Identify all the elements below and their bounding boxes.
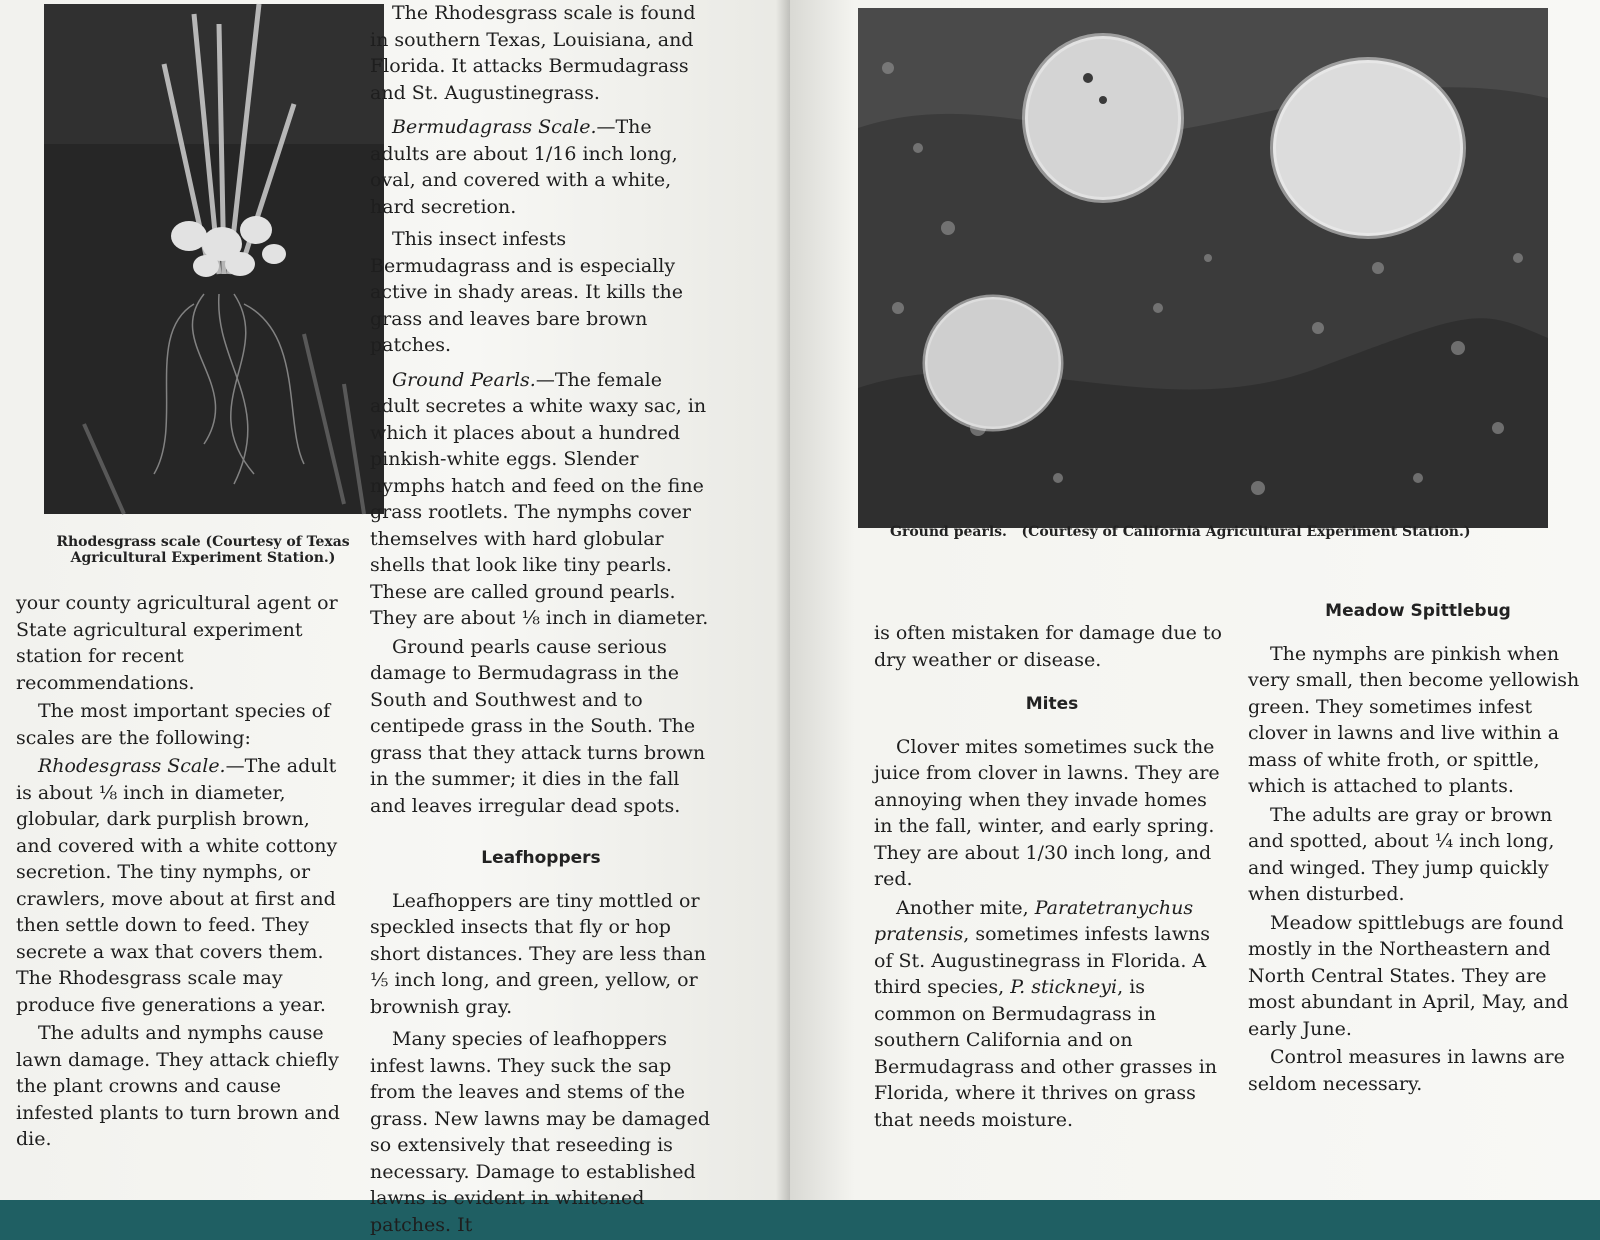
paragraph bbox=[370, 367, 712, 632]
paragraph-text: Another mite, bbox=[896, 896, 1035, 919]
paragraph: Ground pearls cause serious damage to Bermudagrass in the South and Southwest and to centipede grass in the South. The grass that they attack turns brown in the summer; it dies in the fall and leaves irregular dead spots. bbox=[370, 635, 706, 817]
paragraph: Leafhoppers are tiny mottled or speckled insects that fly or hop short distances. They are less than ⅕ inch long, and green, yellow, or brownish gray. bbox=[370, 889, 707, 1018]
paragraph: Control measures in lawns are seldom necessary. bbox=[1248, 1046, 1565, 1095]
paragraph: The Rhodesgrass scale is found in southern Texas, Louisiana, and Florida. It attacks Bermudagrass and St. Augustinegrass. bbox=[370, 2, 696, 104]
paragraph-text: —The adult is about ⅛ inch in diameter, globular, dark purplish brown, and covered with a white cottony secretion. The tiny nymphs, or crawlers, move about at first and then settle down to feed. They secrete a wax that covers them. The Rhodesgrass scale may produce five generations a year. bbox=[16, 755, 338, 1016]
rhodesgrass-caption bbox=[38, 534, 368, 566]
paragraph: The adults and nymphs cause lawn damage. They attack chiefly the plant crowns and cause infested plants to turn brown and die. bbox=[16, 1022, 340, 1150]
subhead-ground-pearls: Ground Pearls. bbox=[392, 368, 536, 391]
paragraph bbox=[16, 753, 346, 1018]
paragraph-text: —The adults are about 1/16 inch long, oval, and covered with a white, hard secretion. bbox=[370, 116, 678, 218]
leafhoppers-heading: Leafhoppers bbox=[481, 848, 601, 868]
paragraph: The nymphs are pinkish when very small, then become yellowish green. They sometimes infest clover in lawns and live within a mass of white froth, or spittle, which is attached to plants. bbox=[1248, 642, 1580, 797]
left-column-1 bbox=[16, 590, 346, 1155]
paragraph: your county agricultural agent or State agricultural experiment station for recent recommendations. bbox=[16, 592, 338, 694]
caption-title bbox=[890, 524, 1470, 540]
ground-pearls-illustration bbox=[858, 8, 1548, 528]
paragraph-text: , is common on Bermudagrass in southern California and on Bermudagrass and other grasses in Florida, where it thrives on grass that needs moisture. bbox=[874, 976, 1218, 1131]
ground-pearls-photo bbox=[858, 8, 1548, 528]
subhead-rhodesgrass-scale: Rhodesgrass Scale. bbox=[38, 755, 226, 777]
paragraph bbox=[874, 895, 1230, 1134]
species-name: P. stickneyi bbox=[1010, 976, 1118, 998]
subhead-bermudagrass-scale: Bermudagrass Scale. bbox=[392, 116, 597, 138]
rhodesgrass-illustration bbox=[44, 4, 384, 514]
rhodesgrass-scale-photo bbox=[44, 4, 384, 514]
ground-pearls-caption bbox=[890, 524, 1570, 540]
paragraph-text: —The female adult secretes a white waxy sac, in which it places about a hundred pinkish-white eggs. Slender nymphs hatch and feed on the fine grass rootlets. The nymphs cover themselves with hard globular shells that look like tiny pearls. These are called ground pearls. They are about ⅛ inch in diameter. bbox=[370, 368, 709, 629]
paragraph-text: , sometimes infests lawns of St. Augustinegrass in Florida. A third species, bbox=[874, 923, 1210, 998]
paragraph: is often mistaken for damage due to dry weather or disease. bbox=[874, 622, 1222, 671]
paragraph: Clover mites sometimes suck the juice from clover in lawns. They are annoying when they invade homes in the fall, winter, and early spring. They are about 1/30 inch long, and red. bbox=[874, 735, 1220, 890]
species-name: Paratetranychus pratensis bbox=[874, 896, 1194, 945]
paragraph: The most important species of scales are the following: bbox=[16, 700, 331, 749]
left-column-2 bbox=[370, 0, 712, 1240]
caption-credit: (Courtesy of California Agricultural Experiment Station.) bbox=[1021, 524, 1471, 540]
paragraph: Many species of leafhoppers infest lawns. They suck the sap from the leaves and stems of the grass. New lawns may be damaged so extensively that reseeding is necessary. Damage to established lawns is evident in whitened patches. It bbox=[370, 1028, 710, 1236]
caption-line-1: Rhodesgrass scale (Courtesy of Texas bbox=[56, 534, 350, 550]
left-page bbox=[0, 0, 790, 1236]
mites-heading: Mites bbox=[1025, 694, 1079, 714]
paragraph: Meadow spittlebugs are found mostly in the Northeastern and North Central States. They are most abundant in April, May, and early June. bbox=[1248, 911, 1569, 1040]
paragraph bbox=[370, 114, 712, 220]
paragraph: The adults are gray or brown and spotted, about ¼ inch long, and winged. They jump quickly when disturbed. bbox=[1248, 803, 1555, 905]
meadow-spittlebug-heading: Meadow Spittlebug bbox=[1325, 601, 1511, 621]
right-column-2 bbox=[1248, 598, 1588, 1099]
caption-line-2: Agricultural Experiment Station.) bbox=[70, 550, 336, 566]
paragraph: This insect infests Bermudagrass and is especially active in shady areas. It kills the grass and leaves bare brown patches. bbox=[370, 228, 683, 356]
right-page bbox=[790, 0, 1600, 1200]
caption-title-text: Ground pearls. bbox=[890, 524, 1007, 540]
right-column-1 bbox=[874, 620, 1230, 1135]
